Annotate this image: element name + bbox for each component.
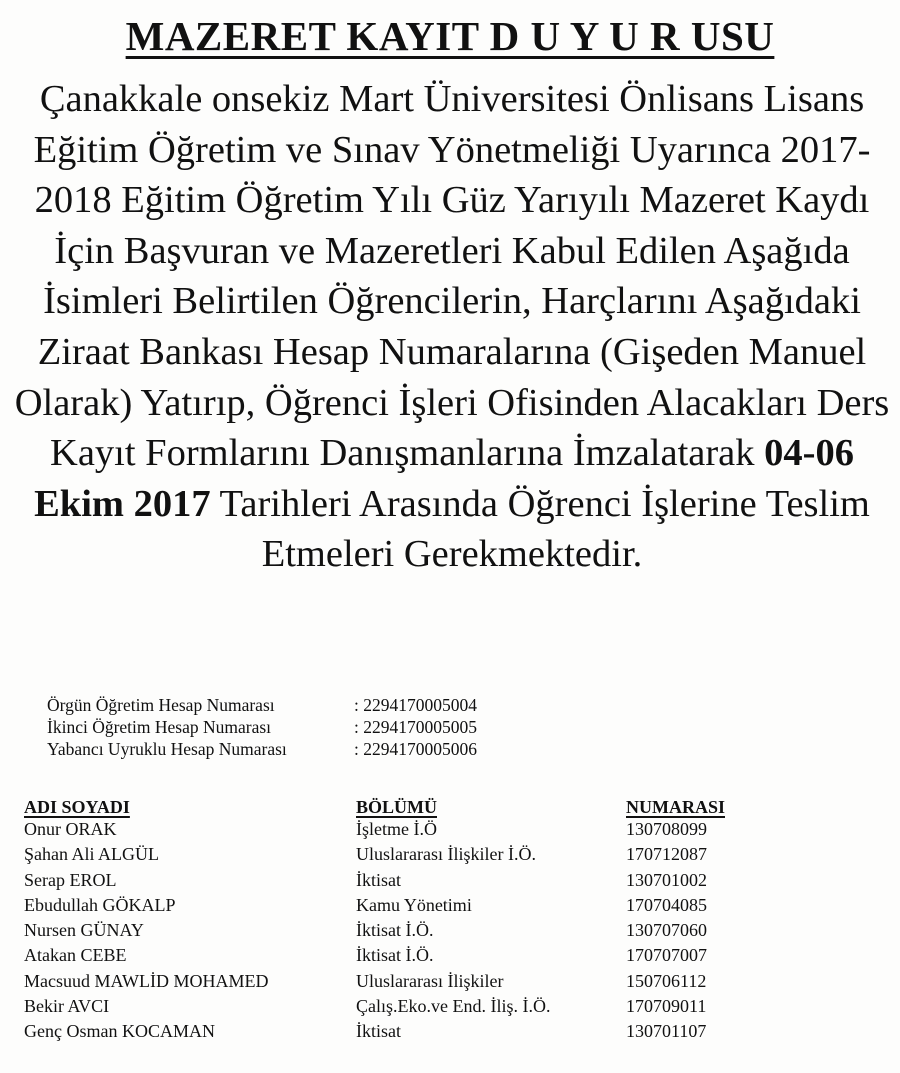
table-row: [24, 842, 884, 867]
student-table-header: [24, 795, 884, 817]
body-text-intro: Çanakkale onsekiz Mart Üniversitesi Önlisans Lisans Eğitim Öğretim ve Sınav Yönetmeliği Uyarınca 2017-2018 Eğitim Öğretim Yılı Güz Yarıyılı Mazeret Kaydı İçin Başvuran ve Mazeretleri Kabul Edilen Aşağıda İsimleri Belirtilen Öğrencilerin, Harçlarını Aşağıdaki Ziraat Bankası Hesap Numaralarına (Gişeden Manuel Olarak) Yatırıp, Öğrenci İşleri Ofisinden Alacakları Ders Kayıt Formlarını Danışmanlarına İmzalatarak: [14, 78, 890, 475]
student-department: Kamu Yönetimi: [356, 894, 472, 915]
student-department: Uluslararası İlişkiler İ.Ö.: [356, 844, 536, 865]
student-name: Nursen GÜNAY: [24, 920, 144, 941]
student-department: İktisat İ.Ö.: [356, 920, 434, 941]
student-name: Atakan CEBE: [24, 945, 127, 966]
student-number: 150706112: [626, 970, 707, 991]
table-row: [24, 943, 884, 968]
student-department: İktisat İ.Ö.: [356, 945, 434, 966]
body-text-closing: Tarihleri Arasında Öğrenci İşlerine Teslim Etmeleri Gerekmektedir.: [210, 482, 870, 576]
student-department: İktisat: [356, 869, 401, 890]
student-name: Serap EROL: [24, 869, 117, 890]
student-department: Çalış.Eko.ve End. İliş. İ.Ö.: [356, 996, 551, 1017]
student-name: Ebudullah GÖKALP: [24, 894, 176, 915]
account-number: : 2294170005004: [354, 695, 477, 715]
table-row: [24, 868, 884, 893]
student-department: İktisat: [356, 1021, 401, 1042]
table-row: [24, 918, 884, 943]
student-table: [24, 795, 884, 1045]
table-row: [24, 893, 884, 918]
student-number: 170712087: [626, 844, 707, 865]
header-number: NUMARASI: [626, 797, 725, 817]
student-name: Macsuud MAWLİD MOHAMED: [24, 970, 269, 991]
account-number: : 2294170005005: [354, 717, 477, 737]
header-name: ADI SOYADI: [24, 797, 130, 817]
student-name: Genç Osman KOCAMAN: [24, 1021, 215, 1042]
student-number: 170709011: [626, 996, 707, 1017]
student-name: Bekir AVCI: [24, 996, 110, 1017]
header-department: BÖLÜMÜ: [356, 797, 437, 817]
announcement-body: [14, 74, 890, 580]
student-number: 130708099: [626, 819, 707, 839]
table-row: [24, 969, 884, 994]
submission-date: 04-06 Ekim 2017: [34, 432, 854, 525]
student-number: 130707060: [626, 920, 707, 941]
account-label: Örgün Öğretim Hesap Numarası: [47, 695, 275, 715]
student-number: 170707007: [626, 945, 707, 966]
student-department: Uluslararası İlişkiler: [356, 970, 504, 991]
table-row: [24, 817, 884, 842]
table-row: [24, 994, 884, 1019]
student-number: 170704085: [626, 894, 707, 915]
account-number: : 2294170005006: [354, 739, 477, 759]
student-department: İşletme İ.Ö: [356, 819, 437, 839]
announcement-title: MAZERET KAYIT D U Y U R USU: [125, 13, 775, 59]
student-number: 130701107: [626, 1021, 707, 1042]
table-row: [24, 1019, 884, 1044]
student-name: Onur ORAK: [24, 819, 117, 839]
student-name: Şahan Ali ALGÜL: [24, 844, 159, 865]
account-label: İkinci Öğretim Hesap Numarası: [47, 717, 272, 737]
student-number: 130701002: [626, 869, 707, 890]
account-label: Yabancı Uyruklu Hesap Numarası: [47, 739, 287, 759]
